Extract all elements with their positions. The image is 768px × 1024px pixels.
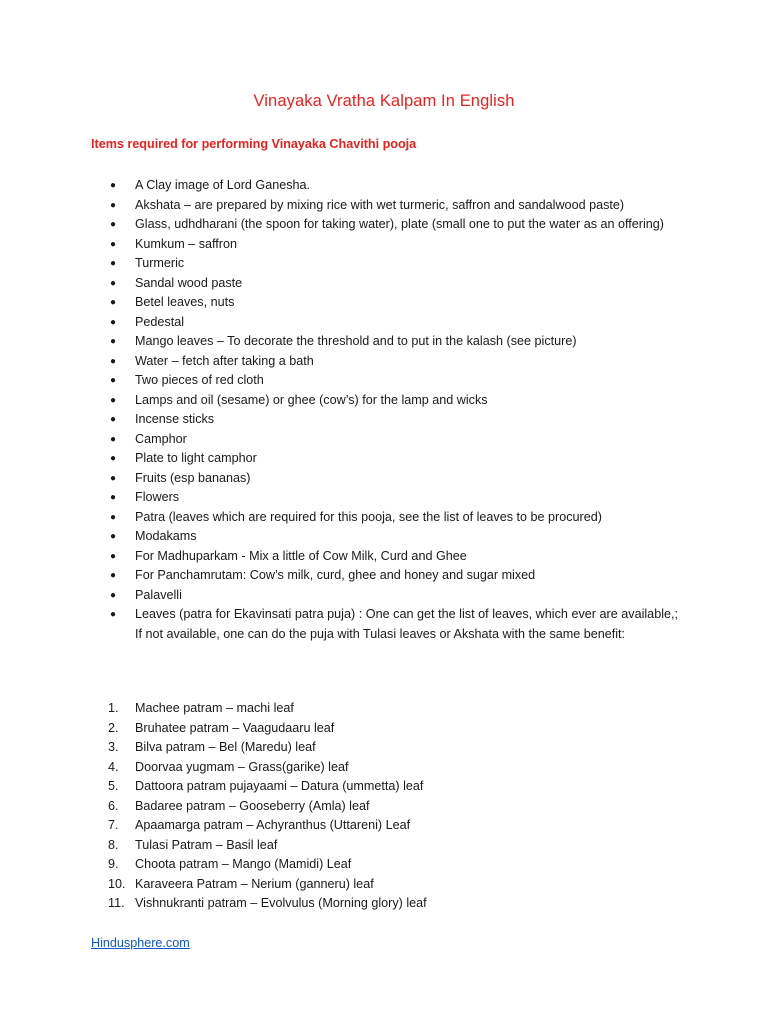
leaf-list-item [108, 797, 668, 817]
bullet-icon: ● [110, 336, 117, 347]
list-item [110, 449, 678, 469]
leaf-item-number: 8. [108, 837, 119, 852]
list-item [110, 508, 678, 528]
leaf-item-text: Karaveera Patram – Nerium (ganneru) leaf [135, 876, 374, 891]
list-item [110, 547, 678, 567]
list-item-text: Patra (leaves which are required for this pooja, see the list of leaves to be procured) [135, 509, 602, 524]
list-item-text: Leaves (patra for Ekavinsati patra puja) : One can get the list of leaves, which ever are available,; If not available, one can do the puja with Tulasi leaves or Akshata with the same benefit: [135, 607, 678, 641]
leaf-list-item [108, 719, 668, 739]
leaves-numbered-list [108, 699, 668, 914]
list-item-text: Palavelli [135, 587, 182, 602]
leaf-item-text: Vishnukranti patram – Evolvulus (Morning glory) leaf [135, 896, 427, 910]
list-item [110, 469, 678, 489]
list-item-text: Pedestal [135, 314, 185, 329]
list-item-text: Two pieces of red cloth [135, 373, 264, 387]
bullet-icon: ● [110, 238, 117, 250]
list-item-text: Mango leaves – To decorate the threshold and to put in the kalash (see picture) [135, 334, 577, 348]
list-item [110, 605, 678, 644]
list-item [110, 293, 678, 313]
list-item-text: Camphor [135, 431, 187, 446]
leaf-item-number: 11. [108, 896, 125, 910]
leaf-list-item [108, 855, 668, 875]
hindusphere-link[interactable]: Hindusphere.com [91, 936, 190, 950]
list-item [110, 410, 678, 430]
list-item-text: A Clay image of Lord Ganesha. [135, 178, 311, 192]
section-heading: Items required for performing Vinayaka Chavithi pooja [91, 137, 417, 151]
list-item-text: Betel leaves, nuts [135, 295, 235, 309]
leaf-item-number: 6. [108, 798, 119, 813]
bullet-icon: ● [110, 472, 117, 484]
bullet-icon: ● [110, 589, 117, 601]
list-item-text: Turmeric [135, 256, 185, 270]
list-item [110, 391, 678, 411]
leaf-list-item [108, 777, 668, 797]
list-item-text: Modakams [135, 529, 197, 543]
list-item [110, 176, 678, 196]
bullet-icon: ● [110, 219, 117, 230]
bullet-icon: ● [110, 414, 117, 425]
list-item [110, 430, 678, 450]
leaf-item-number: 9. [108, 857, 119, 871]
list-item-text: Lamps and oil (sesame) or ghee (cow’s) for the lamp and wicks [135, 392, 488, 407]
leaf-list-item [108, 836, 668, 856]
list-item [110, 215, 678, 235]
bullet-icon: ● [110, 394, 117, 406]
leaf-item-text: Bilva patram – Bel (Maredu) leaf [135, 740, 316, 754]
document-title: Vinayaka Vratha Kalpam In English [253, 92, 515, 110]
leaf-list-item [108, 894, 668, 914]
bullet-icon: ● [110, 199, 117, 211]
list-item [110, 313, 678, 333]
leaf-list-item [108, 758, 668, 778]
leaf-item-text: Apaamarga patram – Achyranthus (Uttareni) Leaf [135, 818, 411, 832]
list-item-text: Water – fetch after taking a bath [135, 353, 314, 368]
list-item [110, 488, 678, 508]
leaf-item-number: 7. [108, 818, 119, 832]
list-item [110, 371, 678, 391]
leaf-item-text: Tulasi Patram – Basil leaf [135, 837, 278, 852]
bullet-icon: ● [110, 453, 117, 464]
bullet-icon: ● [110, 511, 117, 523]
leaf-item-number: 1. [108, 701, 119, 715]
list-item [110, 586, 678, 606]
bullet-icon: ● [110, 316, 117, 328]
bullet-icon: ● [110, 297, 117, 308]
bullet-icon: ● [110, 277, 117, 289]
bullet-icon: ● [110, 258, 117, 269]
list-item [110, 235, 678, 255]
list-item [110, 254, 678, 274]
list-item-text: Fruits (esp bananas) [135, 470, 251, 485]
list-item-text: For Panchamrutam: Cow’s milk, curd, ghee and honey and sugar mixed [135, 568, 536, 582]
bullet-icon: ● [110, 433, 117, 445]
leaf-item-number: 4. [108, 759, 119, 774]
leaf-list-item [108, 816, 668, 836]
list-item-text: For Madhuparkam - Mix a little of Cow Milk, Curd and Ghee [135, 548, 467, 563]
list-item-text: Plate to light camphor [135, 451, 257, 465]
leaf-item-number: 2. [108, 720, 119, 735]
leaf-list-item [108, 699, 668, 719]
bullet-icon: ● [110, 531, 117, 542]
list-item [110, 352, 678, 372]
list-item-text: Incense sticks [135, 412, 215, 426]
list-item-text: Glass, udhdharani (the spoon for taking water), plate (small one to put the water as an offering) [135, 217, 664, 231]
list-item-text: Flowers [135, 490, 180, 504]
items-bullet-list [110, 176, 678, 644]
leaf-item-text: Bruhatee patram – Vaagudaaru leaf [135, 720, 335, 735]
bullet-icon: ● [110, 355, 117, 367]
leaf-item-number: 3. [108, 740, 119, 754]
leaf-item-text: Choota patram – Mango (Mamidi) Leaf [135, 857, 352, 871]
list-item-text: Kumkum – saffron [135, 236, 237, 251]
list-item [110, 566, 678, 586]
bullet-icon: ● [110, 492, 117, 503]
bullet-icon: ● [110, 570, 117, 581]
bullet-icon: ● [110, 550, 117, 562]
leaf-list-item [108, 875, 668, 895]
bullet-icon: ● [110, 609, 117, 620]
leaf-list-item [108, 738, 668, 758]
list-item [110, 332, 678, 352]
leaf-item-text: Badaree patram – Gooseberry (Amla) leaf [135, 798, 370, 813]
list-item [110, 196, 678, 216]
leaf-item-text: Dattoora patram pujayaami – Datura (ummetta) leaf [135, 779, 424, 793]
leaf-item-number: 5. [108, 779, 119, 793]
list-item-text: Sandal wood paste [135, 275, 243, 290]
list-item [110, 527, 678, 547]
bullet-icon: ● [110, 180, 117, 191]
leaf-item-text: Doorvaa yugmam – Grass(garike) leaf [135, 759, 349, 774]
list-item-text: Akshata – are prepared by mixing rice with wet turmeric, saffron and sandalwood paste) [135, 197, 625, 212]
leaf-item-number: 10. [108, 876, 126, 891]
list-item [110, 274, 678, 294]
bullet-icon: ● [110, 375, 117, 386]
leaf-item-text: Machee patram – machi leaf [135, 701, 294, 715]
